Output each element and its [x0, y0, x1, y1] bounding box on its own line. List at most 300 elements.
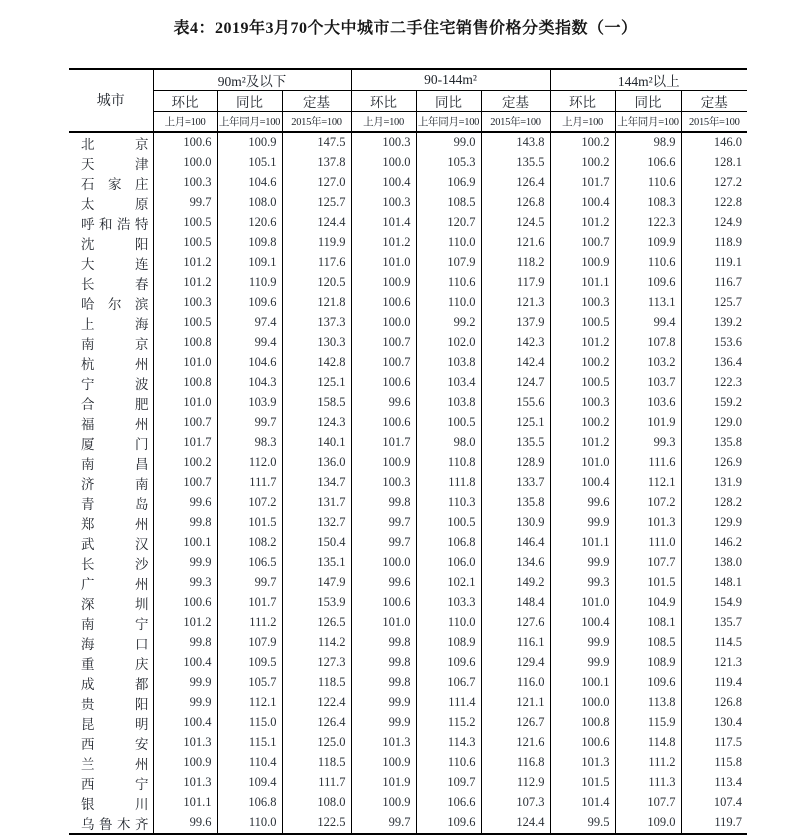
index-value: 104.3	[217, 373, 282, 393]
index-value: 103.4	[416, 373, 481, 393]
index-value: 153.6	[681, 333, 747, 353]
index-value: 119.9	[282, 233, 351, 253]
index-value: 122.3	[681, 373, 747, 393]
index-value: 110.0	[416, 293, 481, 313]
table-row	[69, 313, 747, 333]
index-value: 116.7	[681, 273, 747, 293]
index-value: 109.9	[615, 233, 681, 253]
index-value: 99.9	[351, 713, 416, 733]
index-value: 99.9	[153, 673, 217, 693]
index-value: 117.9	[481, 273, 550, 293]
index-value: 124.7	[481, 373, 550, 393]
index-value: 107.3	[481, 793, 550, 813]
index-value: 101.0	[550, 453, 615, 473]
index-value: 101.0	[153, 353, 217, 373]
index-value: 118.5	[282, 673, 351, 693]
city-name: 广州	[69, 573, 153, 593]
index-value: 99.8	[351, 673, 416, 693]
city-name: 成都	[69, 673, 153, 693]
index-value: 128.2	[681, 493, 747, 513]
index-value: 99.0	[416, 132, 481, 153]
index-value: 111.7	[282, 773, 351, 793]
city-name: 福州	[69, 413, 153, 433]
group-header-over-144: 144m²以上	[550, 69, 747, 91]
index-value: 111.2	[615, 753, 681, 773]
index-value: 140.1	[282, 433, 351, 453]
index-value: 106.5	[217, 553, 282, 573]
index-value: 110.6	[615, 173, 681, 193]
table-row	[69, 673, 747, 693]
base-same-month-last-year: 上年同月=100	[416, 112, 481, 132]
index-value: 131.9	[681, 473, 747, 493]
city-name: 北京	[69, 132, 153, 153]
table-row	[69, 433, 747, 453]
index-value: 143.8	[481, 132, 550, 153]
index-value: 110.0	[416, 233, 481, 253]
index-value: 101.3	[153, 773, 217, 793]
index-value: 125.7	[681, 293, 747, 313]
subheader-yoy: 同比	[217, 91, 282, 112]
index-value: 126.5	[282, 613, 351, 633]
index-value: 99.9	[550, 513, 615, 533]
index-value: 100.2	[550, 132, 615, 153]
city-name: 合肥	[69, 393, 153, 413]
index-value: 121.3	[481, 293, 550, 313]
index-value: 99.9	[550, 553, 615, 573]
city-name: 呼和浩特	[69, 213, 153, 233]
index-value: 99.9	[351, 693, 416, 713]
index-value: 142.4	[481, 353, 550, 373]
index-value: 148.4	[481, 593, 550, 613]
index-value: 113.1	[615, 293, 681, 313]
index-value: 109.1	[217, 253, 282, 273]
index-value: 107.2	[217, 493, 282, 513]
city-name: 南京	[69, 333, 153, 353]
index-value: 100.3	[550, 393, 615, 413]
index-value: 103.8	[416, 393, 481, 413]
index-value: 106.8	[416, 533, 481, 553]
index-value: 100.4	[153, 653, 217, 673]
index-value: 118.5	[282, 753, 351, 773]
index-value: 122.8	[681, 193, 747, 213]
index-value: 101.5	[550, 773, 615, 793]
index-value: 154.9	[681, 593, 747, 613]
index-value: 103.9	[217, 393, 282, 413]
price-index-table	[69, 68, 747, 835]
table-row	[69, 393, 747, 413]
city-name: 沈阳	[69, 233, 153, 253]
index-value: 132.7	[282, 513, 351, 533]
city-name: 乌鲁木齐	[69, 813, 153, 834]
subheader-mom: 环比	[550, 91, 615, 112]
city-name: 杭州	[69, 353, 153, 373]
index-value: 125.7	[282, 193, 351, 213]
index-value: 114.8	[615, 733, 681, 753]
index-value: 109.7	[416, 773, 481, 793]
index-value: 126.8	[681, 693, 747, 713]
index-value: 111.6	[615, 453, 681, 473]
base-2015: 2015年=100	[282, 112, 351, 132]
index-value: 100.5	[416, 513, 481, 533]
index-value: 101.9	[615, 413, 681, 433]
city-name: 海口	[69, 633, 153, 653]
header-row-groups	[69, 69, 747, 91]
index-value: 101.2	[550, 333, 615, 353]
index-value: 121.1	[481, 693, 550, 713]
index-value: 101.3	[615, 513, 681, 533]
index-value: 101.1	[550, 533, 615, 553]
index-value: 100.9	[351, 753, 416, 773]
base-2015: 2015年=100	[481, 112, 550, 132]
city-name: 兰州	[69, 753, 153, 773]
base-prev-month: 上月=100	[351, 112, 416, 132]
index-value: 101.9	[351, 773, 416, 793]
table-row	[69, 253, 747, 273]
index-value: 101.2	[153, 273, 217, 293]
table-row	[69, 233, 747, 253]
index-value: 101.4	[550, 793, 615, 813]
index-value: 101.0	[351, 253, 416, 273]
index-value: 100.6	[351, 413, 416, 433]
table-row	[69, 413, 747, 433]
index-value: 122.5	[282, 813, 351, 834]
table-row	[69, 553, 747, 573]
table-row	[69, 533, 747, 553]
index-value: 109.6	[615, 273, 681, 293]
index-value: 106.8	[217, 793, 282, 813]
index-value: 99.8	[351, 493, 416, 513]
index-value: 119.4	[681, 673, 747, 693]
index-value: 100.0	[351, 153, 416, 173]
index-value: 126.7	[481, 713, 550, 733]
index-value: 105.1	[217, 153, 282, 173]
index-value: 119.7	[681, 813, 747, 834]
index-value: 100.7	[351, 353, 416, 373]
index-value: 100.2	[550, 353, 615, 373]
index-value: 101.2	[351, 233, 416, 253]
index-value: 101.5	[615, 573, 681, 593]
table-row	[69, 132, 747, 153]
city-name: 深圳	[69, 593, 153, 613]
table-row	[69, 813, 747, 834]
index-value: 100.7	[550, 233, 615, 253]
city-name: 宁波	[69, 373, 153, 393]
city-name: 西安	[69, 733, 153, 753]
index-value: 130.4	[681, 713, 747, 733]
index-value: 110.9	[217, 273, 282, 293]
table-row	[69, 453, 747, 473]
index-value: 121.6	[481, 733, 550, 753]
city-name: 太原	[69, 193, 153, 213]
index-value: 109.8	[217, 233, 282, 253]
index-value: 118.9	[681, 233, 747, 253]
index-value: 106.6	[416, 793, 481, 813]
index-value: 126.4	[282, 713, 351, 733]
table-row	[69, 773, 747, 793]
group-header-90-144: 90-144m²	[351, 69, 550, 91]
index-value: 122.4	[282, 693, 351, 713]
base-2015: 2015年=100	[681, 112, 747, 132]
table-row	[69, 153, 747, 173]
index-value: 99.9	[550, 653, 615, 673]
index-value: 100.6	[351, 293, 416, 313]
index-value: 129.0	[681, 413, 747, 433]
index-value: 100.7	[153, 473, 217, 493]
index-value: 127.6	[481, 613, 550, 633]
index-value: 103.3	[416, 593, 481, 613]
index-value: 99.9	[153, 553, 217, 573]
table-row	[69, 713, 747, 733]
city-name: 济南	[69, 473, 153, 493]
index-value: 111.2	[217, 613, 282, 633]
index-value: 107.9	[416, 253, 481, 273]
index-value: 99.6	[351, 573, 416, 593]
index-value: 99.3	[550, 573, 615, 593]
index-value: 100.8	[153, 333, 217, 353]
index-value: 130.3	[282, 333, 351, 353]
index-value: 120.7	[416, 213, 481, 233]
index-value: 124.9	[681, 213, 747, 233]
index-value: 99.6	[351, 393, 416, 413]
table-header	[69, 69, 747, 132]
index-value: 126.4	[481, 173, 550, 193]
subheader-mom: 环比	[351, 91, 416, 112]
index-value: 108.5	[416, 193, 481, 213]
city-name: 厦门	[69, 433, 153, 453]
index-value: 105.7	[217, 673, 282, 693]
index-value: 106.0	[416, 553, 481, 573]
index-value: 99.3	[153, 573, 217, 593]
index-value: 111.0	[615, 533, 681, 553]
index-value: 117.5	[681, 733, 747, 753]
index-value: 100.4	[351, 173, 416, 193]
index-value: 107.7	[615, 553, 681, 573]
index-value: 100.0	[153, 153, 217, 173]
index-value: 100.9	[217, 132, 282, 153]
city-name: 长春	[69, 273, 153, 293]
index-value: 114.2	[282, 633, 351, 653]
index-value: 100.3	[351, 473, 416, 493]
index-value: 155.6	[481, 393, 550, 413]
index-value: 102.1	[416, 573, 481, 593]
index-value: 109.6	[416, 653, 481, 673]
index-value: 101.0	[351, 613, 416, 633]
index-value: 115.9	[615, 713, 681, 733]
index-value: 99.9	[153, 693, 217, 713]
table-row	[69, 633, 747, 653]
index-value: 115.0	[217, 713, 282, 733]
index-value: 126.8	[481, 193, 550, 213]
index-value: 142.3	[481, 333, 550, 353]
index-value: 100.5	[153, 233, 217, 253]
index-value: 99.9	[550, 633, 615, 653]
subheader-fixed-base: 定基	[481, 91, 550, 112]
table-title: 表4：2019年3月70个大中城市二手住宅销售价格分类指数（一）	[173, 20, 638, 37]
city-name: 南昌	[69, 453, 153, 473]
index-value: 104.6	[217, 173, 282, 193]
index-value: 107.9	[217, 633, 282, 653]
index-value: 103.6	[615, 393, 681, 413]
index-value: 100.4	[550, 193, 615, 213]
index-value: 115.8	[681, 753, 747, 773]
index-value: 130.9	[481, 513, 550, 533]
index-value: 147.5	[282, 132, 351, 153]
index-value: 100.6	[153, 132, 217, 153]
index-value: 112.1	[217, 693, 282, 713]
table-row	[69, 513, 747, 533]
index-value: 135.5	[481, 153, 550, 173]
city-name: 武汉	[69, 533, 153, 553]
index-value: 101.5	[217, 513, 282, 533]
city-name: 西宁	[69, 773, 153, 793]
index-value: 127.0	[282, 173, 351, 193]
index-value: 135.8	[481, 493, 550, 513]
city-name: 石家庄	[69, 173, 153, 193]
index-value: 101.3	[351, 733, 416, 753]
index-value: 98.0	[416, 433, 481, 453]
index-value: 116.1	[481, 633, 550, 653]
index-value: 124.4	[282, 213, 351, 233]
index-value: 124.4	[481, 813, 550, 834]
index-value: 99.7	[351, 533, 416, 553]
table-row	[69, 613, 747, 633]
index-value: 128.9	[481, 453, 550, 473]
city-name: 青岛	[69, 493, 153, 513]
index-value: 109.6	[416, 813, 481, 834]
index-value: 100.4	[153, 713, 217, 733]
index-value: 108.1	[615, 613, 681, 633]
index-value: 100.3	[153, 293, 217, 313]
index-value: 100.1	[153, 533, 217, 553]
index-value: 100.0	[351, 313, 416, 333]
index-value: 100.9	[351, 453, 416, 473]
table-row	[69, 353, 747, 373]
index-value: 115.1	[217, 733, 282, 753]
city-name: 哈尔滨	[69, 293, 153, 313]
index-value: 108.9	[615, 653, 681, 673]
index-value: 101.0	[550, 593, 615, 613]
index-value: 99.7	[351, 813, 416, 834]
table-row	[69, 593, 747, 613]
index-value: 101.1	[550, 273, 615, 293]
index-value: 126.9	[681, 453, 747, 473]
index-value: 109.0	[615, 813, 681, 834]
index-value: 100.2	[153, 453, 217, 473]
index-value: 99.7	[217, 573, 282, 593]
index-value: 120.5	[282, 273, 351, 293]
index-value: 101.7	[217, 593, 282, 613]
document-page	[0, 15, 811, 832]
index-value: 97.4	[217, 313, 282, 333]
index-value: 139.2	[681, 313, 747, 333]
index-value: 122.3	[615, 213, 681, 233]
index-value: 100.3	[351, 132, 416, 153]
index-value: 159.2	[681, 393, 747, 413]
table-row	[69, 793, 747, 813]
index-value: 135.5	[481, 433, 550, 453]
index-value: 99.5	[550, 813, 615, 834]
index-value: 131.7	[282, 493, 351, 513]
index-value: 101.3	[550, 753, 615, 773]
index-value: 111.4	[416, 693, 481, 713]
index-value: 100.5	[153, 313, 217, 333]
base-prev-month: 上月=100	[153, 112, 217, 132]
index-value: 101.3	[153, 733, 217, 753]
table-row	[69, 573, 747, 593]
index-value: 99.3	[615, 433, 681, 453]
table-body	[69, 132, 747, 834]
index-value: 148.1	[681, 573, 747, 593]
index-value: 108.0	[282, 793, 351, 813]
index-value: 109.6	[217, 293, 282, 313]
index-value: 100.2	[550, 413, 615, 433]
index-value: 105.3	[416, 153, 481, 173]
index-value: 100.5	[550, 313, 615, 333]
index-value: 99.7	[153, 193, 217, 213]
index-value: 119.1	[681, 253, 747, 273]
index-value: 100.9	[351, 793, 416, 813]
index-value: 110.6	[416, 273, 481, 293]
index-value: 100.9	[550, 253, 615, 273]
base-prev-month: 上月=100	[550, 112, 615, 132]
index-value: 153.9	[282, 593, 351, 613]
index-value: 100.0	[351, 553, 416, 573]
table-row	[69, 473, 747, 493]
subheader-yoy: 同比	[615, 91, 681, 112]
index-value: 121.8	[282, 293, 351, 313]
index-value: 103.2	[615, 353, 681, 373]
index-value: 107.8	[615, 333, 681, 353]
table-row	[69, 273, 747, 293]
index-value: 100.8	[153, 373, 217, 393]
index-value: 137.8	[282, 153, 351, 173]
index-value: 100.3	[153, 173, 217, 193]
index-value: 135.7	[681, 613, 747, 633]
index-value: 101.1	[153, 793, 217, 813]
index-value: 127.3	[282, 653, 351, 673]
index-value: 108.2	[217, 533, 282, 553]
city-name: 贵阳	[69, 693, 153, 713]
city-name: 南宁	[69, 613, 153, 633]
index-value: 118.2	[481, 253, 550, 273]
index-value: 117.6	[282, 253, 351, 273]
index-value: 98.9	[615, 132, 681, 153]
index-value: 100.3	[550, 293, 615, 313]
index-value: 100.8	[550, 713, 615, 733]
index-value: 107.4	[681, 793, 747, 813]
index-value: 136.4	[681, 353, 747, 373]
table-row	[69, 693, 747, 713]
index-value: 101.7	[550, 173, 615, 193]
city-name: 重庆	[69, 653, 153, 673]
index-value: 100.6	[351, 373, 416, 393]
index-value: 110.6	[615, 253, 681, 273]
table-row	[69, 173, 747, 193]
index-value: 101.7	[153, 433, 217, 453]
index-value: 114.3	[416, 733, 481, 753]
index-value: 99.6	[153, 813, 217, 834]
subheader-mom: 环比	[153, 91, 217, 112]
index-value: 101.2	[153, 613, 217, 633]
index-value: 108.3	[615, 193, 681, 213]
index-value: 136.0	[282, 453, 351, 473]
index-value: 106.7	[416, 673, 481, 693]
index-value: 104.6	[217, 353, 282, 373]
index-value: 100.5	[416, 413, 481, 433]
index-value: 146.4	[481, 533, 550, 553]
city-name: 天津	[69, 153, 153, 173]
index-value: 113.8	[615, 693, 681, 713]
